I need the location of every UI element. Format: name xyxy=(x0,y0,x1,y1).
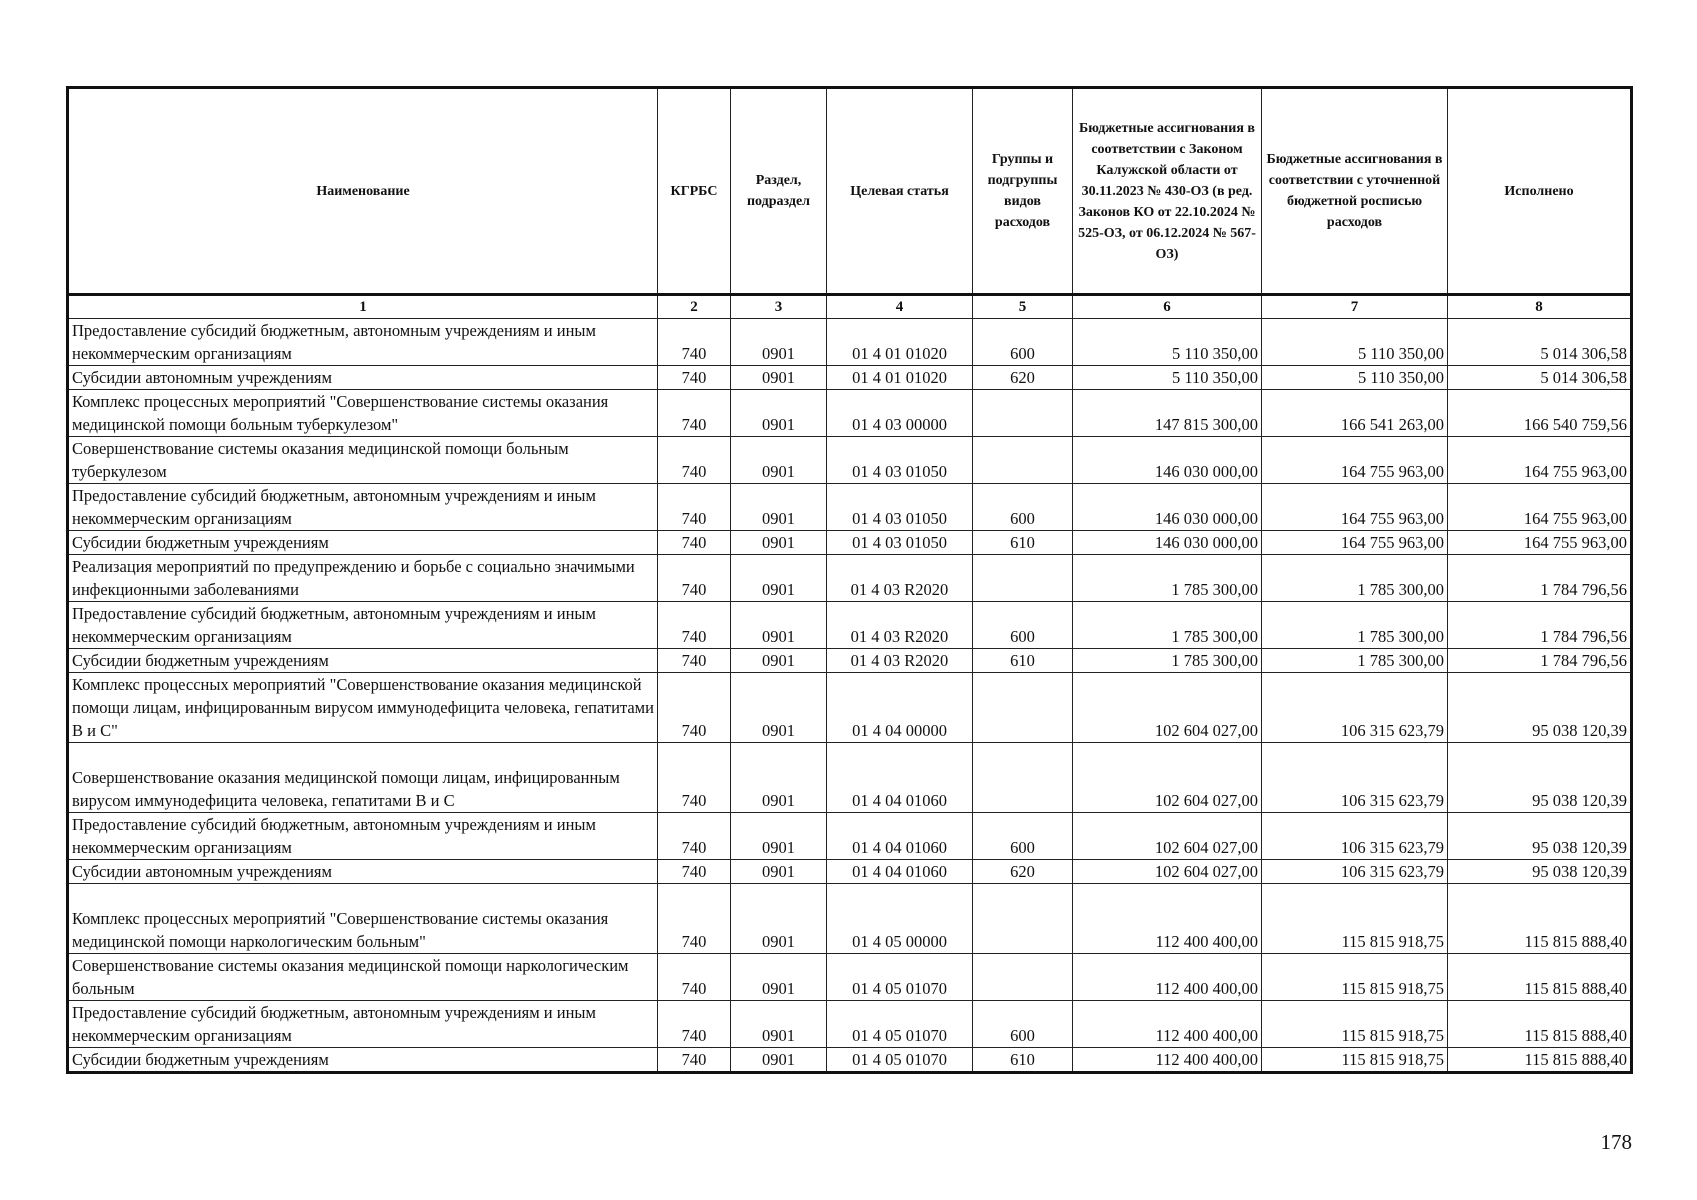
cell-section: 0901 xyxy=(731,531,827,555)
cell-target-article: 01 4 03 01050 xyxy=(827,531,973,555)
cell-executed-amount: 5 014 306,58 xyxy=(1448,366,1632,390)
table-row xyxy=(68,437,1632,484)
cell-law-amount: 1 785 300,00 xyxy=(1073,602,1262,649)
col-header-kgrbs: КГРБС xyxy=(658,88,731,295)
cell-name: Предоставление субсидий бюджетным, автономным учреждениям и иным некоммерческим организациям xyxy=(68,813,658,860)
cell-name: Субсидии бюджетным учреждениям xyxy=(68,649,658,673)
column-number: 2 xyxy=(658,295,731,319)
cell-section: 0901 xyxy=(731,860,827,884)
cell-revised-amount: 1 785 300,00 xyxy=(1262,602,1448,649)
cell-revised-amount: 115 815 918,75 xyxy=(1262,884,1448,954)
column-number: 1 xyxy=(68,295,658,319)
column-number: 7 xyxy=(1262,295,1448,319)
cell-name: Совершенствование системы оказания медицинской помощи больным туберкулезом xyxy=(68,437,658,484)
cell-target-article: 01 4 04 01060 xyxy=(827,813,973,860)
cell-target-article: 01 4 03 R2020 xyxy=(827,555,973,602)
cell-executed-amount: 164 755 963,00 xyxy=(1448,531,1632,555)
cell-expense-group: 610 xyxy=(973,531,1073,555)
cell-revised-amount: 106 315 623,79 xyxy=(1262,743,1448,813)
cell-kgrbs: 740 xyxy=(658,743,731,813)
table-row xyxy=(68,319,1632,366)
cell-law-amount: 146 030 000,00 xyxy=(1073,531,1262,555)
cell-name: Реализация мероприятий по предупреждению и борьбе с социально значимыми инфекционными заболеваниями xyxy=(68,555,658,602)
cell-expense-group: 600 xyxy=(973,813,1073,860)
cell-kgrbs: 740 xyxy=(658,437,731,484)
cell-kgrbs: 740 xyxy=(658,954,731,1001)
cell-revised-amount: 1 785 300,00 xyxy=(1262,555,1448,602)
cell-target-article: 01 4 04 01060 xyxy=(827,860,973,884)
cell-target-article: 01 4 01 01020 xyxy=(827,319,973,366)
cell-expense-group xyxy=(973,954,1073,1001)
cell-target-article: 01 4 05 01070 xyxy=(827,954,973,1001)
table-row xyxy=(68,1001,1632,1048)
cell-section: 0901 xyxy=(731,673,827,743)
cell-kgrbs: 740 xyxy=(658,649,731,673)
cell-expense-group: 600 xyxy=(973,319,1073,366)
column-number: 5 xyxy=(973,295,1073,319)
table-row xyxy=(68,555,1632,602)
col-header-name: Наименование xyxy=(68,88,658,295)
cell-executed-amount: 115 815 888,40 xyxy=(1448,884,1632,954)
cell-section: 0901 xyxy=(731,555,827,602)
cell-target-article: 01 4 05 00000 xyxy=(827,884,973,954)
cell-executed-amount: 1 784 796,56 xyxy=(1448,602,1632,649)
cell-kgrbs: 740 xyxy=(658,1048,731,1073)
cell-expense-group: 610 xyxy=(973,1048,1073,1073)
cell-kgrbs: 740 xyxy=(658,319,731,366)
cell-executed-amount: 115 815 888,40 xyxy=(1448,1001,1632,1048)
cell-section: 0901 xyxy=(731,437,827,484)
cell-section: 0901 xyxy=(731,813,827,860)
cell-revised-amount: 164 755 963,00 xyxy=(1262,531,1448,555)
cell-executed-amount: 1 784 796,56 xyxy=(1448,649,1632,673)
page-number: 178 xyxy=(1600,1130,1632,1154)
table-row xyxy=(68,884,1632,954)
cell-target-article: 01 4 03 01050 xyxy=(827,484,973,531)
table-row xyxy=(68,954,1632,1001)
cell-expense-group: 620 xyxy=(973,366,1073,390)
cell-section: 0901 xyxy=(731,366,827,390)
cell-target-article: 01 4 03 00000 xyxy=(827,390,973,437)
cell-section: 0901 xyxy=(731,484,827,531)
cell-executed-amount: 95 038 120,39 xyxy=(1448,860,1632,884)
cell-revised-amount: 106 315 623,79 xyxy=(1262,673,1448,743)
cell-expense-group: 600 xyxy=(973,1001,1073,1048)
cell-law-amount: 112 400 400,00 xyxy=(1073,1001,1262,1048)
cell-kgrbs: 740 xyxy=(658,555,731,602)
cell-section: 0901 xyxy=(731,743,827,813)
cell-expense-group xyxy=(973,555,1073,602)
col-header-section: Раздел, подраздел xyxy=(731,88,827,295)
cell-law-amount: 102 604 027,00 xyxy=(1073,860,1262,884)
col-header-target: Целевая статья xyxy=(827,88,973,295)
cell-section: 0901 xyxy=(731,390,827,437)
cell-law-amount: 1 785 300,00 xyxy=(1073,649,1262,673)
table-row xyxy=(68,649,1632,673)
cell-expense-group xyxy=(973,390,1073,437)
cell-target-article: 01 4 05 01070 xyxy=(827,1048,973,1073)
column-number: 8 xyxy=(1448,295,1632,319)
column-number-row xyxy=(68,295,1632,319)
cell-name: Комплекс процессных мероприятий "Совершенствование системы оказания медицинской помощи больным туберкулезом" xyxy=(68,390,658,437)
table-row xyxy=(68,602,1632,649)
cell-kgrbs: 740 xyxy=(658,673,731,743)
cell-expense-group xyxy=(973,884,1073,954)
cell-target-article: 01 4 03 R2020 xyxy=(827,649,973,673)
cell-executed-amount: 115 815 888,40 xyxy=(1448,1048,1632,1073)
column-number: 6 xyxy=(1073,295,1262,319)
table-row xyxy=(68,531,1632,555)
cell-name: Предоставление субсидий бюджетным, автономным учреждениям и иным некоммерческим организациям xyxy=(68,602,658,649)
cell-kgrbs: 740 xyxy=(658,484,731,531)
cell-law-amount: 146 030 000,00 xyxy=(1073,437,1262,484)
cell-law-amount: 102 604 027,00 xyxy=(1073,813,1262,860)
cell-target-article: 01 4 04 00000 xyxy=(827,673,973,743)
cell-law-amount: 112 400 400,00 xyxy=(1073,884,1262,954)
cell-law-amount: 146 030 000,00 xyxy=(1073,484,1262,531)
cell-revised-amount: 164 755 963,00 xyxy=(1262,484,1448,531)
cell-target-article: 01 4 01 01020 xyxy=(827,366,973,390)
cell-expense-group: 600 xyxy=(973,484,1073,531)
col-header-revised: Бюджетные ассигнования в соответствии с уточненной бюджетной росписью расходов xyxy=(1262,88,1448,295)
table-row xyxy=(68,673,1632,743)
cell-revised-amount: 115 815 918,75 xyxy=(1262,1001,1448,1048)
cell-name: Субсидии бюджетным учреждениям xyxy=(68,531,658,555)
col-header-executed: Исполнено xyxy=(1448,88,1632,295)
cell-executed-amount: 166 540 759,56 xyxy=(1448,390,1632,437)
cell-target-article: 01 4 03 01050 xyxy=(827,437,973,484)
cell-executed-amount: 5 014 306,58 xyxy=(1448,319,1632,366)
cell-expense-group: 620 xyxy=(973,860,1073,884)
cell-revised-amount: 1 785 300,00 xyxy=(1262,649,1448,673)
cell-expense-group: 610 xyxy=(973,649,1073,673)
cell-expense-group xyxy=(973,743,1073,813)
cell-section: 0901 xyxy=(731,954,827,1001)
table-row xyxy=(68,1048,1632,1073)
cell-kgrbs: 740 xyxy=(658,813,731,860)
table-row xyxy=(68,743,1632,813)
cell-name: Субсидии бюджетным учреждениям xyxy=(68,1048,658,1073)
cell-section: 0901 xyxy=(731,319,827,366)
cell-name: Комплекс процессных мероприятий "Совершенствование системы оказания медицинской помощи наркологическим больным" xyxy=(68,884,658,954)
table-row xyxy=(68,390,1632,437)
cell-name: Субсидии автономным учреждениям xyxy=(68,366,658,390)
cell-revised-amount: 106 315 623,79 xyxy=(1262,860,1448,884)
table-row xyxy=(68,860,1632,884)
cell-law-amount: 147 815 300,00 xyxy=(1073,390,1262,437)
cell-expense-group xyxy=(973,437,1073,484)
cell-kgrbs: 740 xyxy=(658,860,731,884)
cell-law-amount: 112 400 400,00 xyxy=(1073,954,1262,1001)
cell-target-article: 01 4 05 01070 xyxy=(827,1001,973,1048)
cell-executed-amount: 95 038 120,39 xyxy=(1448,743,1632,813)
col-header-law: Бюджетные ассигнования в соответствии с Законом Калужской области от 30.11.2023 № 430-ОЗ (в ред. Законов КО от 22.10.2024 № 525-ОЗ, от 06.12.2024 № 567-ОЗ) xyxy=(1073,88,1262,295)
cell-executed-amount: 95 038 120,39 xyxy=(1448,673,1632,743)
cell-name: Комплекс процессных мероприятий "Совершенствование оказания медицинской помощи лицам, инфицированным вирусом иммунодефицита человека, гепатитами В и С" xyxy=(68,673,658,743)
cell-revised-amount: 5 110 350,00 xyxy=(1262,366,1448,390)
cell-law-amount: 102 604 027,00 xyxy=(1073,743,1262,813)
budget-table xyxy=(66,86,1633,1074)
column-number: 4 xyxy=(827,295,973,319)
cell-revised-amount: 164 755 963,00 xyxy=(1262,437,1448,484)
col-header-group: Группы и подгруппы видов расходов xyxy=(973,88,1073,295)
cell-executed-amount: 164 755 963,00 xyxy=(1448,484,1632,531)
cell-law-amount: 5 110 350,00 xyxy=(1073,366,1262,390)
cell-name: Предоставление субсидий бюджетным, автономным учреждениям и иным некоммерческим организациям xyxy=(68,484,658,531)
cell-law-amount: 5 110 350,00 xyxy=(1073,319,1262,366)
cell-revised-amount: 115 815 918,75 xyxy=(1262,954,1448,1001)
cell-section: 0901 xyxy=(731,884,827,954)
cell-kgrbs: 740 xyxy=(658,602,731,649)
header-row xyxy=(68,88,1632,295)
cell-kgrbs: 740 xyxy=(658,531,731,555)
cell-name: Совершенствование оказания медицинской помощи лицам, инфицированным вирусом иммунодефицита человека, гепатитами В и С xyxy=(68,743,658,813)
cell-kgrbs: 740 xyxy=(658,884,731,954)
cell-section: 0901 xyxy=(731,1001,827,1048)
cell-kgrbs: 740 xyxy=(658,366,731,390)
cell-section: 0901 xyxy=(731,1048,827,1073)
cell-revised-amount: 106 315 623,79 xyxy=(1262,813,1448,860)
cell-executed-amount: 115 815 888,40 xyxy=(1448,954,1632,1001)
cell-law-amount: 1 785 300,00 xyxy=(1073,555,1262,602)
cell-target-article: 01 4 04 01060 xyxy=(827,743,973,813)
table-body xyxy=(68,319,1632,1073)
cell-target-article: 01 4 03 R2020 xyxy=(827,602,973,649)
table-row xyxy=(68,366,1632,390)
cell-revised-amount: 115 815 918,75 xyxy=(1262,1048,1448,1073)
cell-executed-amount: 1 784 796,56 xyxy=(1448,555,1632,602)
table-row xyxy=(68,813,1632,860)
cell-section: 0901 xyxy=(731,649,827,673)
cell-expense-group xyxy=(973,673,1073,743)
cell-section: 0901 xyxy=(731,602,827,649)
cell-executed-amount: 164 755 963,00 xyxy=(1448,437,1632,484)
cell-name: Субсидии автономным учреждениям xyxy=(68,860,658,884)
column-number: 3 xyxy=(731,295,827,319)
cell-name: Предоставление субсидий бюджетным, автономным учреждениям и иным некоммерческим организациям xyxy=(68,1001,658,1048)
cell-kgrbs: 740 xyxy=(658,1001,731,1048)
cell-name: Совершенствование системы оказания медицинской помощи наркологическим больным xyxy=(68,954,658,1001)
cell-revised-amount: 5 110 350,00 xyxy=(1262,319,1448,366)
cell-law-amount: 112 400 400,00 xyxy=(1073,1048,1262,1073)
cell-name: Предоставление субсидий бюджетным, автономным учреждениям и иным некоммерческим организациям xyxy=(68,319,658,366)
cell-revised-amount: 166 541 263,00 xyxy=(1262,390,1448,437)
table-row xyxy=(68,484,1632,531)
cell-law-amount: 102 604 027,00 xyxy=(1073,673,1262,743)
cell-kgrbs: 740 xyxy=(658,390,731,437)
cell-executed-amount: 95 038 120,39 xyxy=(1448,813,1632,860)
cell-expense-group: 600 xyxy=(973,602,1073,649)
